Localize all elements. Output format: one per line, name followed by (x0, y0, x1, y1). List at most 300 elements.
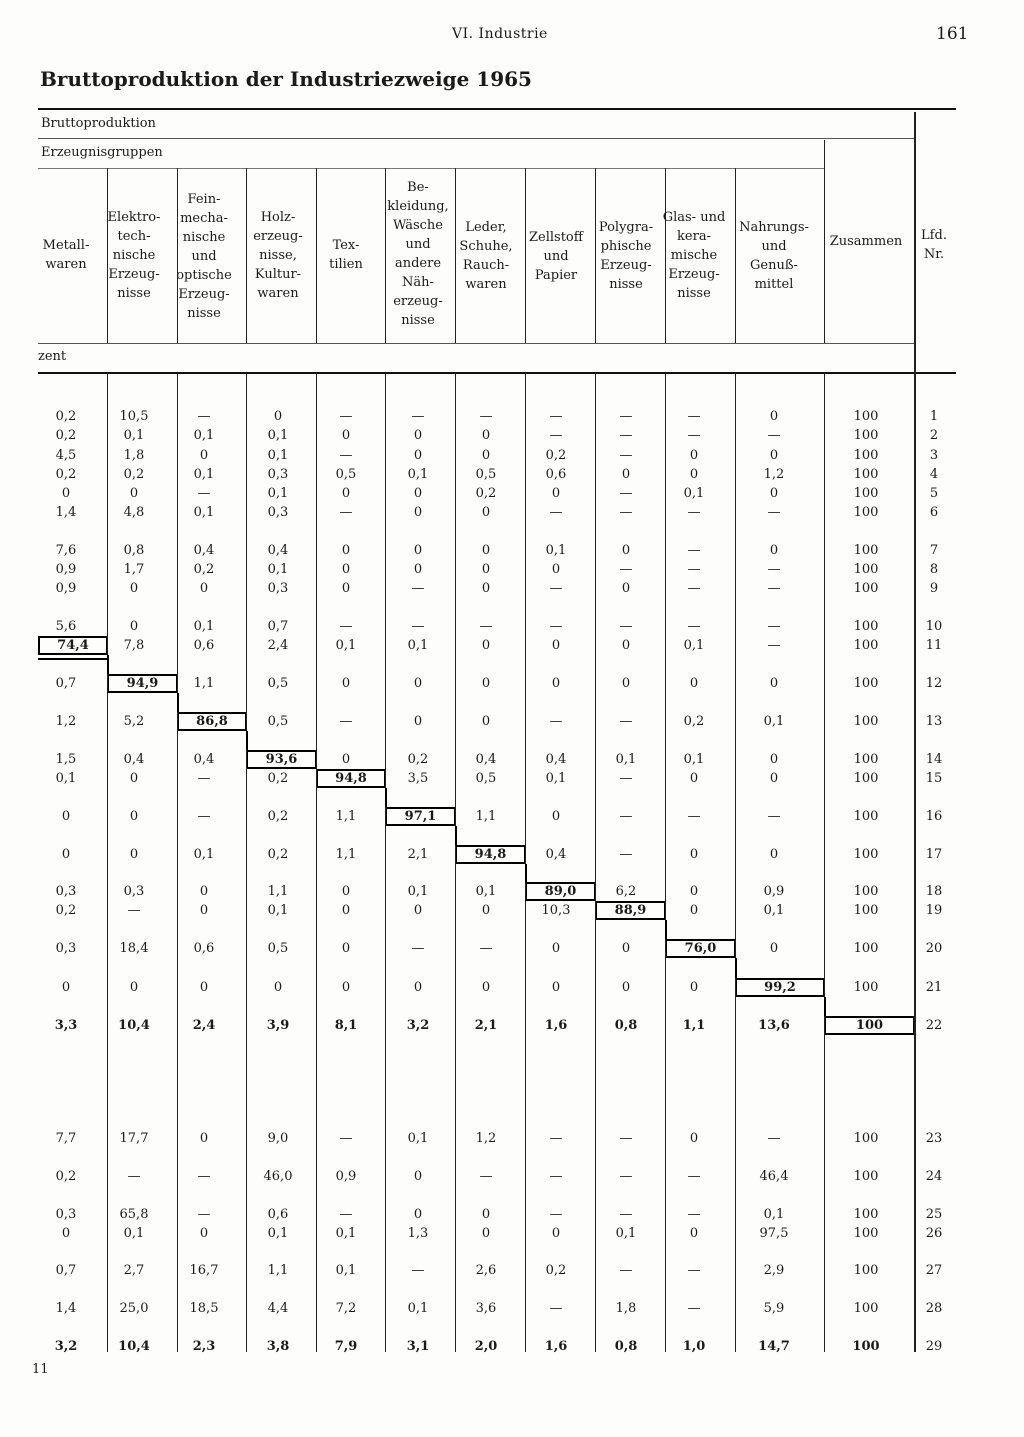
table-cell: 0,1 (763, 1207, 785, 1222)
table-cell: 0 (689, 903, 699, 918)
table-cell: 0,1 (683, 638, 705, 653)
table-cell: 100 (853, 448, 879, 463)
table-cell: 0 (481, 714, 491, 729)
column-header: Fein- mecha- nische und optische Erzeug- nisse (176, 192, 232, 321)
table-cell: 0 (769, 486, 779, 501)
table-cell: — (549, 409, 563, 424)
table-cell: 0 (341, 581, 351, 596)
row-number: 21 (925, 980, 943, 995)
table-cell: 1,8 (123, 448, 145, 463)
table-cell: 0,3 (267, 581, 289, 596)
table-cell: 1,4 (55, 505, 77, 520)
table-cell: — (767, 809, 781, 824)
body-column-divider (735, 374, 736, 1352)
table-cell: 17,7 (119, 1131, 149, 1146)
table-cell: — (339, 505, 353, 520)
row-number: 3 (929, 448, 939, 463)
table-cell: 0,4 (193, 543, 215, 558)
table-cell: 100 (853, 752, 879, 767)
table-cell: 0 (551, 486, 561, 501)
table-cell: 1,1 (335, 809, 357, 824)
table-cell: 0,1 (123, 1226, 145, 1241)
table-cell: 0,3 (55, 1207, 77, 1222)
table-cell: 0 (341, 486, 351, 501)
table-cell: — (619, 428, 633, 443)
table-cell: — (549, 428, 563, 443)
table-cell: 0,1 (683, 486, 705, 501)
table-cell: — (339, 1207, 353, 1222)
table-cell: 0,2 (55, 409, 77, 424)
table-cell: 97,1 (385, 807, 456, 826)
column-header: Metall- waren (42, 238, 90, 272)
diagonal-connector (455, 826, 457, 845)
table-cell: 0,1 (335, 1263, 357, 1278)
table-cell: 1,7 (123, 562, 145, 577)
table-cell: 0,1 (407, 638, 429, 653)
table-cell: 0,8 (123, 543, 145, 558)
table-cell: 6,2 (615, 884, 637, 899)
table-cell: 0,1 (407, 884, 429, 899)
table-cell: — (549, 581, 563, 596)
table-cell: 0,4 (545, 847, 567, 862)
row-number: 4 (929, 467, 939, 482)
table-cell: 65,8 (119, 1207, 149, 1222)
table-cell: 2,4 (192, 1018, 216, 1033)
table-cell: 0 (551, 676, 561, 691)
table-cell: 1,3 (407, 1226, 429, 1241)
table-cell: 2,1 (407, 847, 429, 862)
table-cell: 18,5 (189, 1301, 219, 1316)
diagonal-connector (665, 920, 667, 939)
row-number: 5 (929, 486, 939, 501)
table-cell: — (339, 409, 353, 424)
diagonal-connector (177, 693, 179, 712)
table-cell: 100 (853, 409, 879, 424)
table-cell: 13,6 (758, 1018, 790, 1033)
table-cell: 0,3 (267, 505, 289, 520)
table-cell: 0,1 (193, 467, 215, 482)
table-cell: 100 (853, 1207, 879, 1222)
table-cell: — (197, 409, 211, 424)
table-cell: 10,3 (541, 903, 571, 918)
table-cell: — (339, 714, 353, 729)
table-cell: — (549, 714, 563, 729)
column-header: Be- kleidung, Wäsche und andere Näh- erzeug- nisse (387, 180, 449, 328)
table-cell: 0 (689, 771, 699, 786)
table-cell: — (549, 619, 563, 634)
table-cell: 4,5 (55, 448, 77, 463)
row-number: 14 (925, 752, 943, 767)
table-cell: 0 (481, 1207, 491, 1222)
table-cell: 0,1 (193, 428, 215, 443)
table-cell: 0,2 (55, 903, 77, 918)
table-cell: 0,2 (407, 752, 429, 767)
table-cell: — (127, 903, 141, 918)
table-cell: 0 (551, 980, 561, 995)
table-cell: 0,1 (55, 771, 77, 786)
table-cell: 0,1 (267, 903, 289, 918)
table-cell: 94,8 (316, 769, 386, 788)
table-cell: 100 (853, 562, 879, 577)
table-cell: 0 (551, 941, 561, 956)
table-cell: — (687, 1207, 701, 1222)
table-cell: 0 (481, 581, 491, 596)
table-cell: 0,1 (123, 428, 145, 443)
table-cell: 0 (413, 543, 423, 558)
table-cell: 0 (341, 884, 351, 899)
table-cell: 5,2 (123, 714, 145, 729)
table-cell: 0,1 (475, 884, 497, 899)
body-column-divider (385, 374, 386, 1352)
running-head: VI. Industrie (452, 26, 548, 42)
table-cell: 100 (853, 486, 879, 501)
body-column-divider (824, 374, 825, 1352)
table-cell: — (197, 1169, 211, 1184)
table-cell: 0 (481, 1226, 491, 1241)
table-cell: 0 (341, 676, 351, 691)
table-cell: — (619, 619, 633, 634)
table-cell: 0,2 (545, 448, 567, 463)
table-cell: 0 (689, 676, 699, 691)
table-cell: 0 (769, 771, 779, 786)
row-number: 2 (929, 428, 939, 443)
table-cell: 0,2 (193, 562, 215, 577)
table-cell: 0,3 (55, 884, 77, 899)
table-cell: 0 (341, 752, 351, 767)
table-cell: 100 (853, 1131, 879, 1146)
table-cell: 1,6 (544, 1339, 568, 1354)
table-cell: — (411, 1263, 425, 1278)
table-cell: — (197, 486, 211, 501)
table-cell: — (619, 448, 633, 463)
table-cell: 0,3 (267, 467, 289, 482)
table-cell: — (411, 409, 425, 424)
table-cell: 1,2 (763, 467, 785, 482)
table-cell: 0 (341, 562, 351, 577)
table-cell: — (619, 562, 633, 577)
table-cell: 0 (199, 581, 209, 596)
table-cell: — (339, 448, 353, 463)
header-rule-2 (38, 168, 824, 169)
table-cell: 0 (413, 428, 423, 443)
table-cell: 0,1 (407, 467, 429, 482)
table-cell: — (767, 505, 781, 520)
table-cell: 0,6 (267, 1207, 289, 1222)
table-cell: 0,4 (545, 752, 567, 767)
table-cell: 2,3 (192, 1339, 216, 1354)
table-cell: 0 (341, 428, 351, 443)
table-cell: 86,8 (177, 712, 247, 731)
row-number: 13 (925, 714, 943, 729)
table-cell: 0 (129, 809, 139, 824)
table-cell: 0,1 (267, 428, 289, 443)
table-cell: 0 (61, 1226, 71, 1241)
table-cell: 94,9 (107, 674, 178, 693)
table-cell: 0 (689, 980, 699, 995)
table-cell: 1,1 (193, 676, 215, 691)
body-column-divider (665, 374, 666, 1352)
table-cell: 1,5 (55, 752, 77, 767)
table-cell: 100 (853, 638, 879, 653)
table-cell: 0,2 (267, 771, 289, 786)
table-cell: 0,2 (123, 467, 145, 482)
table-cell: 0 (481, 543, 491, 558)
table-cell: 0,7 (55, 1263, 77, 1278)
table-cell: 0 (769, 847, 779, 862)
table-cell: 1,1 (682, 1018, 706, 1033)
table-cell: 0,8 (614, 1018, 638, 1033)
table-cell: 0,5 (267, 941, 289, 956)
table-cell: — (619, 847, 633, 862)
table-cell: 0,1 (763, 714, 785, 729)
table-cell: 2,0 (474, 1339, 498, 1354)
table-cell: 0 (621, 543, 631, 558)
table-cell: 0 (413, 505, 423, 520)
table-cell: 0 (61, 980, 71, 995)
table-cell: — (767, 1131, 781, 1146)
table-cell: 0,1 (615, 752, 637, 767)
table-cell: — (619, 409, 633, 424)
table-cell: 10,4 (118, 1018, 150, 1033)
table-cell: 5,6 (55, 619, 77, 634)
table-cell: 0 (129, 619, 139, 634)
table-cell: 1,8 (615, 1301, 637, 1316)
table-cell: 0,5 (335, 467, 357, 482)
table-cell: 0,1 (335, 1226, 357, 1241)
table-cell: 0 (413, 448, 423, 463)
table-cell: — (549, 1301, 563, 1316)
table-cell: 100 (853, 467, 879, 482)
table-cell: 0 (689, 1131, 699, 1146)
row-number: 1 (929, 409, 939, 424)
table-cell: 0 (481, 505, 491, 520)
table-cell: — (479, 941, 493, 956)
table-cell: 0,1 (407, 1301, 429, 1316)
table-cell: — (339, 619, 353, 634)
table-cell: 100 (853, 771, 879, 786)
table-cell: — (549, 1169, 563, 1184)
table-cell: — (687, 543, 701, 558)
table-cell: 9,0 (267, 1131, 289, 1146)
table-cell: 0,9 (763, 884, 785, 899)
table-cell: 0 (621, 941, 631, 956)
body-column-divider (107, 374, 108, 1352)
table-cell: — (767, 428, 781, 443)
table-cell: 0 (621, 581, 631, 596)
table-cell: 0 (769, 448, 779, 463)
table-cell: 0 (689, 884, 699, 899)
table-cell: — (197, 771, 211, 786)
table-cell: 100 (853, 428, 879, 443)
table-cell: — (411, 581, 425, 596)
table-cell: 0 (199, 903, 209, 918)
table-cell: 0 (129, 771, 139, 786)
table-cell: 46,4 (759, 1169, 789, 1184)
row-number: 20 (925, 941, 943, 956)
table-cell: 0,1 (193, 619, 215, 634)
table-cell: 8,1 (334, 1018, 358, 1033)
table-cell: 7,2 (335, 1301, 357, 1316)
table-cell: — (479, 409, 493, 424)
table-cell: 0 (689, 1226, 699, 1241)
table-cell: 0 (551, 809, 561, 824)
table-cell: 2,4 (267, 638, 289, 653)
diagonal-connector (824, 997, 826, 1016)
table-cell: 88,9 (595, 901, 666, 920)
table-cell: 0 (551, 638, 561, 653)
diagonal-connector (525, 864, 527, 882)
table-cell: 7,9 (334, 1339, 358, 1354)
table-cell: 1,4 (55, 1301, 77, 1316)
header-rule-1 (38, 138, 914, 139)
table-cell: 0 (769, 941, 779, 956)
row-number: 12 (925, 676, 943, 691)
row-number: 17 (925, 847, 943, 862)
table-cell: 100 (853, 847, 879, 862)
table-cell: 0 (413, 903, 423, 918)
header-rule-3 (38, 343, 914, 344)
table-cell: — (411, 619, 425, 634)
table-cell: 97,5 (759, 1226, 789, 1241)
table-cell: 4,4 (267, 1301, 289, 1316)
table-cell: 18,4 (119, 941, 149, 956)
body-column-divider (316, 374, 317, 1352)
body-column-divider (455, 374, 456, 1352)
table-cell: 0,2 (267, 847, 289, 862)
diagonal-connector (735, 958, 737, 978)
table-cell: 3,9 (266, 1018, 290, 1033)
table-cell: 0,1 (763, 903, 785, 918)
table-cell: 100 (853, 543, 879, 558)
table-cell: 0,1 (267, 448, 289, 463)
table-cell: 0 (689, 847, 699, 862)
table-cell: 100 (853, 1301, 879, 1316)
table-cell: 7,7 (55, 1131, 77, 1146)
table-cell: 99,2 (735, 978, 825, 997)
table-cell: — (197, 1207, 211, 1222)
table-cell: — (127, 1169, 141, 1184)
table-cell: 2,1 (474, 1018, 498, 1033)
table-cell: — (687, 809, 701, 824)
table-cell: 100 (853, 884, 879, 899)
table-cell: 100 (853, 980, 879, 995)
table-cell: 0,2 (55, 1169, 77, 1184)
table-cell: 3,2 (406, 1018, 430, 1033)
row-number: 15 (925, 771, 943, 786)
table-cell: — (619, 505, 633, 520)
table-cell: 1,2 (475, 1131, 497, 1146)
row-number: 10 (925, 619, 943, 634)
table-cell: 0,2 (267, 809, 289, 824)
row-number: 24 (925, 1169, 943, 1184)
table-cell: 1,2 (55, 714, 77, 729)
table-cell: 1,0 (682, 1339, 706, 1354)
table-cell: 0 (481, 428, 491, 443)
table-cell: 0 (621, 980, 631, 995)
table-cell: 0,1 (407, 1131, 429, 1146)
header-column-divider (735, 168, 736, 343)
table-cell: 0,4 (475, 752, 497, 767)
body-column-divider (525, 374, 526, 1352)
table-cell: 0,9 (55, 562, 77, 577)
table-cell: 0 (341, 903, 351, 918)
table-cell: — (619, 714, 633, 729)
table-cell: 0 (129, 980, 139, 995)
unit-fragment: zent (38, 349, 67, 364)
table-cell: 0 (551, 562, 561, 577)
table-cell: 0,4 (193, 752, 215, 767)
table-cell: 0,7 (55, 676, 77, 691)
table-cell: 93,6 (246, 750, 317, 769)
table-cell: 89,0 (525, 882, 596, 901)
table-cell: 0 (199, 448, 209, 463)
table-cell: — (339, 1131, 353, 1146)
table-cell: 0,6 (193, 638, 215, 653)
table-cell: 0,6 (193, 941, 215, 956)
row-number: 7 (929, 543, 939, 558)
table-cell: 16,7 (189, 1263, 219, 1278)
table-cell: 0 (273, 409, 283, 424)
table-cell: 1,6 (544, 1018, 568, 1033)
table-cell: 46,0 (263, 1169, 293, 1184)
table-cell: 0 (341, 543, 351, 558)
table-cell: 0,8 (614, 1339, 638, 1354)
table-cell: 100 (853, 619, 879, 634)
table-cell: 74,4 (38, 636, 108, 655)
table-cell: 100 (853, 714, 879, 729)
column-header: Leder, Schuhe, Rauch- waren (459, 220, 513, 292)
table-cell: 0 (621, 676, 631, 691)
table-cell: — (619, 1263, 633, 1278)
table-cell: 0,1 (267, 486, 289, 501)
table-cell: 0 (769, 543, 779, 558)
table-cell: 0,5 (475, 771, 497, 786)
table-cell: 0 (481, 980, 491, 995)
row-number: 28 (925, 1301, 943, 1316)
table-cell: 0,6 (545, 467, 567, 482)
table-cell: 0 (481, 638, 491, 653)
table-cell: — (687, 1301, 701, 1316)
row-number: 26 (925, 1226, 943, 1241)
table-cell: 100 (853, 581, 879, 596)
table-cell: 76,0 (665, 939, 736, 958)
header-level1-label: Bruttoproduktion (41, 116, 156, 131)
table-cell: 0 (413, 562, 423, 577)
table-cell: 0 (689, 448, 699, 463)
column-header: Elektro- tech- nische Erzeug- nisse (107, 210, 161, 301)
table-cell: 100 (852, 1339, 880, 1354)
table-cell: — (619, 486, 633, 501)
table-cell: 1,1 (475, 809, 497, 824)
table-cell: 0 (769, 752, 779, 767)
table-cell: 0 (199, 980, 209, 995)
table-cell: 0,1 (193, 847, 215, 862)
table-cell: — (687, 619, 701, 634)
table-cell: — (619, 1207, 633, 1222)
table-cell: 0,5 (475, 467, 497, 482)
diagonal-lead-line (38, 658, 108, 660)
row-number: 23 (925, 1131, 943, 1146)
table-cell: 0,1 (683, 752, 705, 767)
table-cell: 0,1 (267, 562, 289, 577)
table-cell: 100 (853, 903, 879, 918)
table-cell: 0 (413, 714, 423, 729)
table-cell: 0,3 (123, 884, 145, 899)
table-cell: — (767, 619, 781, 634)
table-cell: 25,0 (119, 1301, 149, 1316)
table-cell: 3,5 (407, 771, 429, 786)
table-cell: 3,1 (406, 1339, 430, 1354)
